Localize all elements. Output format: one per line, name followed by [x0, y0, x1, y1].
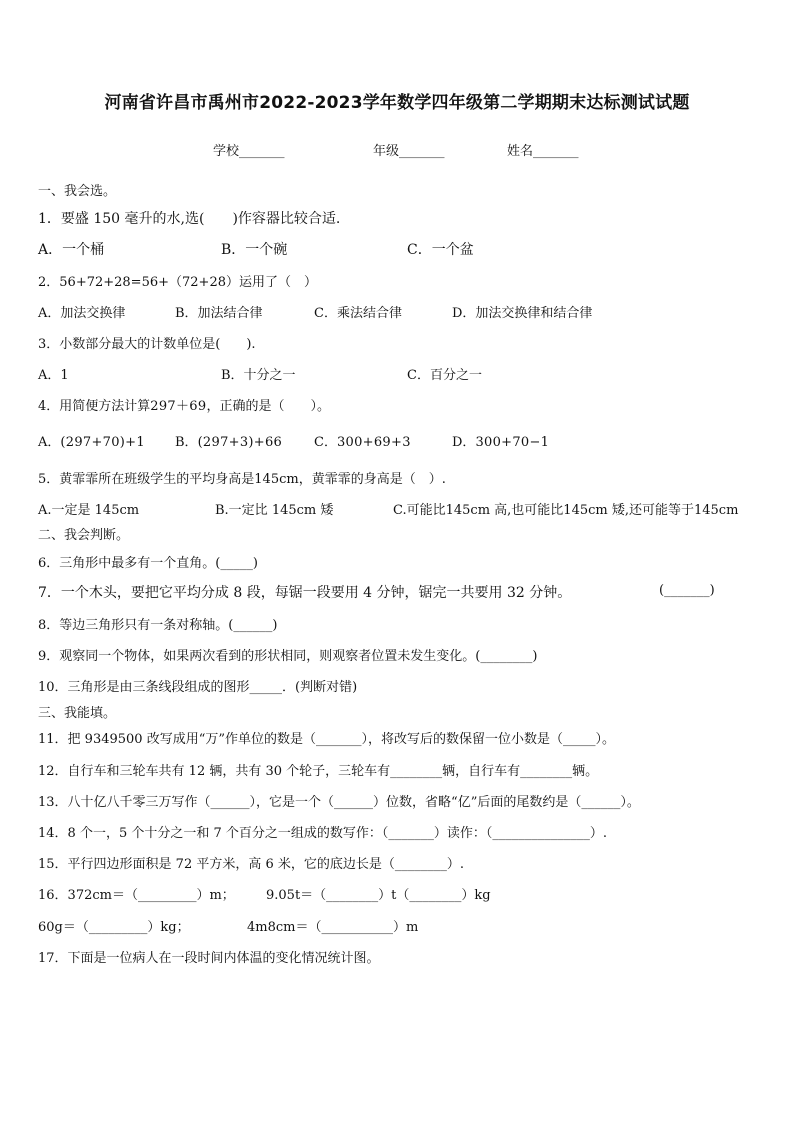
question-10: 10．三角形是由三条线段组成的图形_____．(判断对错) — [38, 680, 358, 695]
grade-field: 年级_______ — [373, 144, 445, 159]
question-12: 12．自行车和三轮车共有 12 辆，共有 30 个轮子，三轮车有________辆，自行车有________辆。 — [38, 764, 599, 779]
option-5b: B.一定比 145cm 矮 — [215, 503, 334, 518]
question-4-prefix: 4．用简便方法计算 — [38, 399, 151, 414]
section-heading-judge: 二、我会判断。 — [38, 528, 130, 543]
option-4d — [452, 431, 549, 450]
question-6: 6．三角形中最多有一个直角。(_____) — [38, 556, 258, 571]
option-3a: A．1 — [38, 368, 69, 383]
question-16-part-2: 9.05t＝（________）t（________）kg — [266, 888, 491, 903]
option-2d: D．加法交换律和结合律 — [452, 306, 593, 321]
section-heading-choice: 一、我会选。 — [38, 184, 117, 199]
section-heading-fill: 三、我能填。 — [38, 706, 117, 721]
option-2c: C．乘法结合律 — [314, 306, 402, 321]
option-4c — [314, 431, 411, 450]
option-5a: A.一定是 145cm — [38, 503, 140, 518]
question-14: 14．8 个一，5 个十分之一和 7 个百分之一组成的数写作：（_______）读作：（_______________）. — [38, 826, 608, 841]
option-4c-label: C． — [314, 435, 337, 450]
option-4a — [38, 431, 145, 450]
question-16-part-1: 16．372cm＝（_________）m； — [38, 888, 235, 903]
question-9: 9．观察同一个物体，如果两次看到的形状相同，则观察者位置未发生变化。(________) — [38, 649, 538, 664]
option-4b-expression: (297+3)+66 — [197, 435, 283, 450]
option-4c-expression: 300+69+3 — [336, 435, 411, 450]
question-1: 1．要盛 150 毫升的水,选( )作容器比较合适. — [38, 211, 341, 227]
option-1b: B．一个碗 — [221, 242, 288, 258]
question-4 — [38, 395, 330, 414]
option-1a: A．一个桶 — [38, 242, 105, 258]
option-3c: C．百分之一 — [407, 368, 482, 383]
question-4-suffix: ，正确的是（ ）。 — [206, 399, 330, 414]
question-7-blank: (_______) — [659, 583, 715, 598]
option-2b: B．加法结合律 — [175, 306, 263, 321]
question-11: 11．把 9349500 改写成用“万”作单位的数是（_______），将改写后的数保留一位小数是（_____）。 — [38, 732, 615, 747]
question-13: 13．八十亿八千零三万写作（______），它是一个（______）位数，省略“亿”后面的尾数约是（______）。 — [38, 795, 640, 810]
option-1c: C．一个盆 — [407, 242, 474, 258]
question-3: 3．小数部分最大的计数单位是( ). — [38, 337, 256, 352]
option-2a: A．加法交换律 — [38, 306, 126, 321]
option-5c: C.可能比145cm 高,也可能比145cm 矮,还可能等于145cm — [393, 503, 739, 518]
option-4a-label: A． — [38, 435, 61, 450]
school-field: 学校_______ — [213, 144, 285, 159]
option-4d-expression: 300+70−1 — [475, 435, 550, 450]
option-4a-expression: (297+70)+1 — [60, 435, 145, 450]
question-5: 5．黄霏霏所在班级学生的平均身高是145cm，黄霏霏的身高是（ ）. — [38, 472, 446, 487]
question-2: 2．56+72+28=56+（72+28）运用了（ ） — [38, 275, 317, 290]
option-3b: B．十分之一 — [221, 368, 296, 383]
question-15: 15．平行四边形面积是 72 平方米，高 6 米，它的底边长是（________）. — [38, 857, 465, 872]
document-title: 河南省许昌市禹州市2022-2023学年数学四年级第二学期期末达标测试试题 — [104, 93, 690, 113]
question-16-part-4: 4m8cm＝（___________）m — [247, 920, 419, 935]
question-17: 17．下面是一位病人在一段时间内体温的变化情况统计图。 — [38, 951, 380, 966]
question-7: 7．一个木头，要把它平均分成 8 段，每锯一段要用 4 分钟，锯完一共要用 32 分钟。 — [38, 585, 572, 601]
option-4b — [175, 431, 282, 450]
question-4-expression: 297＋69 — [150, 399, 207, 414]
option-4b-label: B． — [175, 435, 198, 450]
question-8: 8．等边三角形只有一条对称轴。(______) — [38, 618, 278, 633]
option-4d-label: D． — [452, 435, 476, 450]
name-field: 姓名_______ — [507, 144, 579, 159]
question-16-part-3: 60g＝（_________）kg； — [38, 920, 190, 935]
